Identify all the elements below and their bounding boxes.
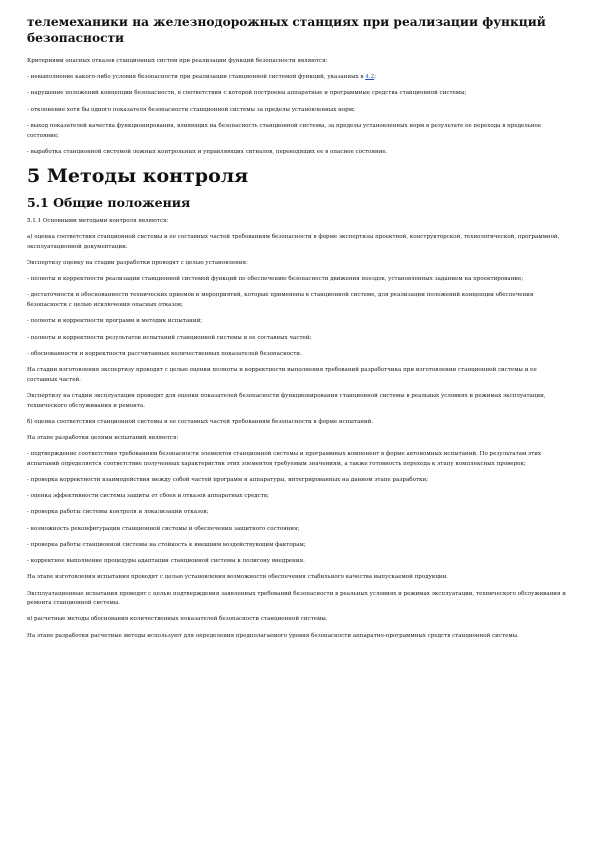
criteria-item: - выход показателей качества функционирования, влияющих на безопасность станционной системы, за пределы установленных норм в результате ее перехода в предельное состояние; — [27, 122, 542, 139]
clause-link[interactable]: 4.2 — [365, 74, 375, 81]
body-paragraph: б) оценка соответствия станционной системы и ее составных частей требованиям безопасности в форме испытаний. — [27, 418, 374, 425]
body-paragraph: - обоснованности и корректности рассчитанных количественных показателей безопасности. — [27, 350, 302, 357]
criteria-item: - выработка станционной системой ложных контрольных и управляющих сигналов, переводящих ее в опасное состояние. — [27, 148, 388, 155]
subsection-title: 5.1 Общие положения — [27, 194, 191, 210]
body-paragraph: 5.1.1 Основными методами контроля являются: — [27, 217, 169, 224]
criteria-item-tail: ; — [374, 74, 376, 81]
body-paragraph: - полноты и корректности реализации станционной системой функций по обеспечению безопасности движения поездов, установленных заданием на проектирование; — [27, 276, 524, 283]
body-paragraph: - достаточности и обоснованности технических приемов и мероприятий, которые применены в станционной системе, для реализации положений концепции обеспечения безопасности с целью исключения опасных отказов; — [27, 292, 534, 309]
criteria-item: - нарушение положений концепции безопасности, в соответствии с которой построены аппаратные и программные средства станционной системы; — [27, 90, 467, 97]
continued-heading: телемеханики на железнодорожных станциях при реализации функций безопасности — [27, 15, 546, 45]
body-paragraph: На стадии изготовления экспертизу проводят с целью оценки полноты и корректности выполнения требований разработчика при изготовлении станционной системы и ее составных частей. — [27, 366, 537, 383]
body-paragraph: Экспертизу на стадии эксплуатации проводят для оценки показателей безопасности функционирования станционной системы в реальных условиях и режимах эксплуатации, технического обслуживания и ремонта. — [27, 392, 546, 409]
body-paragraph: - корректное выполнение процедуры адаптации станционной системы к полигону внедрения. — [27, 558, 305, 565]
body-paragraph: - возможность реконфигурации станционной системы и обеспечения защитного состояния; — [27, 525, 300, 532]
body-paragraph: На этапе разработки целями испытаний являются: — [27, 434, 179, 441]
body-paragraph: Экспертизу оценку на стадии разработки проводят с целью установления: — [27, 260, 248, 267]
body-paragraph: - оценка эффективности системы защиты от сбоев и отказов аппаратных средств; — [27, 493, 269, 500]
body-paragraph: - проверка корректности взаимодействия между собой частей программ и аппаратуры, интегрированных на данном этапе разработки; — [27, 477, 429, 484]
criteria-intro: Критериями опасных отказов станционных систем при реализации функций безопасности являются: — [27, 58, 328, 64]
body-paragraph: Эксплуатационные испытания проводят с целью подтверждения заявленных требований безопасности в реальных условиях и режимах эксплуатации, технического обслуживания и ремонта станционной системы. — [27, 590, 566, 607]
criteria-item — [27, 73, 567, 83]
criteria-item-text: - невыполнение какого-либо условия безопасности при реализации станционной системой функций, указанных в — [27, 74, 366, 81]
body-paragraph: - полноты и корректности программ и методик испытаний; — [27, 318, 203, 325]
criteria-item: - отклонение хотя бы одного показателя безопасности станционной системы за пределы установленных норм; — [27, 106, 355, 113]
body-paragraph: в) расчетные методы обоснования количественных показателей безопасности станционной системы. — [27, 616, 328, 623]
section-title: 5 Методы контроля — [27, 164, 249, 187]
body-paragraph: - подтверждение соответствия требованиям безопасности элементов станционной системы и программных компонент в форме автономных испытаний. По результатам этих испытаний определяется соответствие полученных характеристик этих элементов требуемым значениям, а также готовность перехода к этапу комплексных проверок; — [27, 451, 542, 467]
document-content — [27, 14, 567, 648]
body-paragraph: - проверка работы станционной системы на стойкость к внешним воздействующим факторам; — [27, 541, 306, 548]
body-paragraph: а) оценка соответствия станционной системы и ее составных частей требованиям безопасности в форме экспертизы проектной, конструкторской, технологической, программной, эксплуатационной документации. — [27, 234, 560, 250]
body-paragraph: - полноты и корректности результатов испытаний станционной системы и ее составных частей; — [27, 334, 312, 341]
body-paragraph: На этапе изготовления испытания проводят с целью установления возможности обеспечения стабильного качества выпускаемой продукции. — [27, 574, 449, 581]
body-paragraph: - проверка работы системы контроля и локализации отказов; — [27, 509, 209, 516]
body-paragraph: На этапе разработки расчетные методы используют для определения предполагаемого уровня безопасности аппаратно-программных средств станционной системы. — [27, 632, 519, 639]
